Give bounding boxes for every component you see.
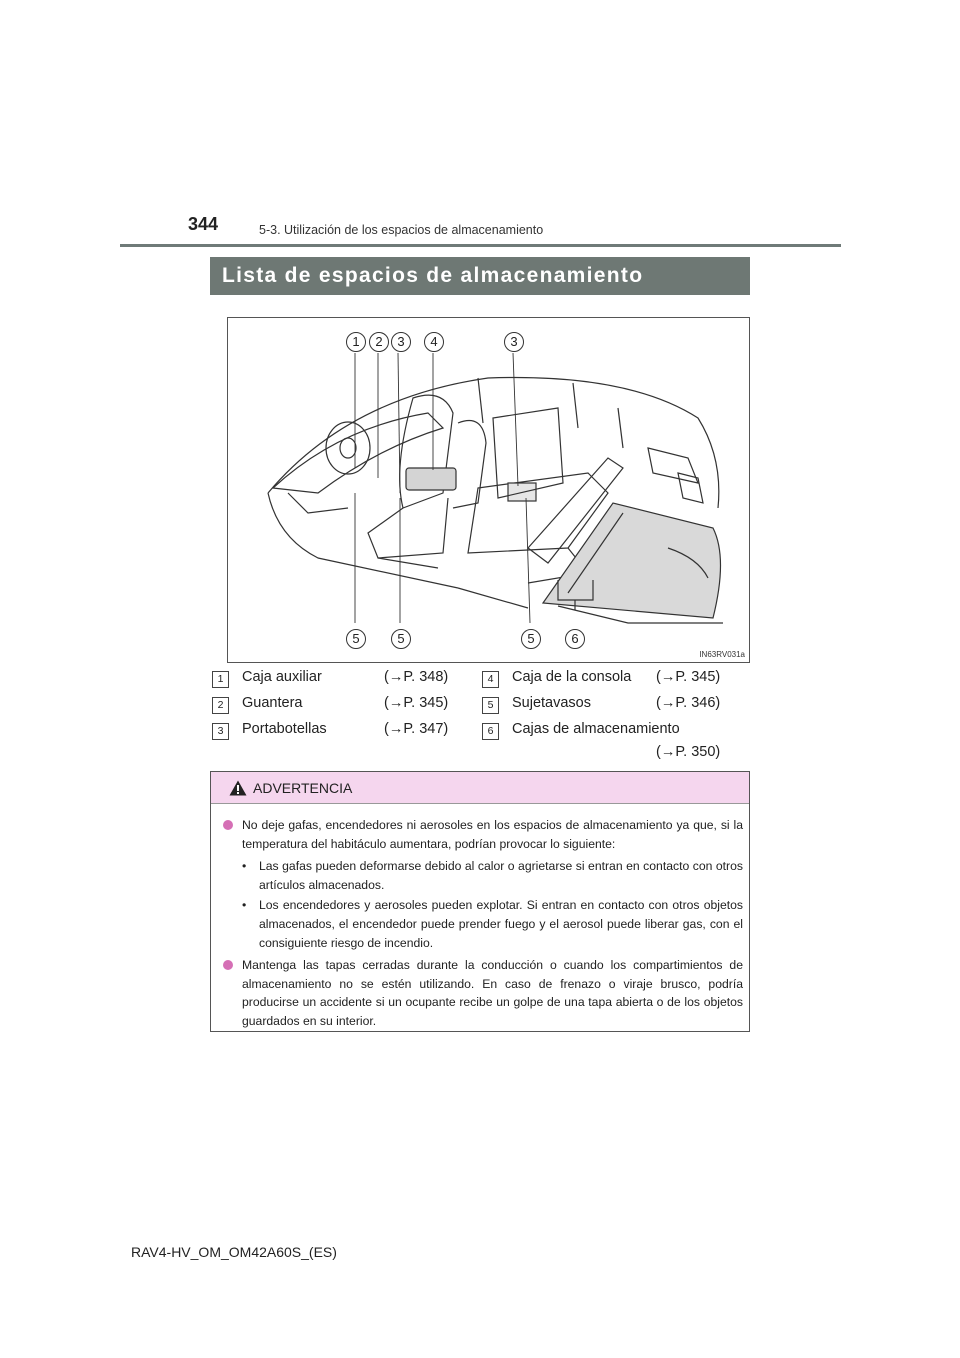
sub-bullet-mark: • [242, 859, 247, 874]
page-title: Lista de espacios de almacenamiento [210, 257, 750, 295]
header-rule [120, 244, 841, 247]
interior-illustration [227, 317, 750, 663]
callout-top-1: 1 [346, 332, 366, 352]
car-interior-drawing [228, 318, 750, 663]
legend-page-ref: (→P. 347) [384, 721, 449, 737]
warning-sub-item [223, 857, 743, 894]
legend-page-ref: (→P. 348) [384, 669, 449, 685]
legend-label: Sujetavasos [512, 695, 591, 711]
legend-page-ref: (→P. 350) [656, 744, 721, 760]
sub-bullet-mark: • [242, 898, 247, 913]
figure-code: IN63RV031a [699, 650, 745, 659]
legend-number: 4 [482, 671, 499, 688]
legend-number: 2 [212, 697, 229, 714]
callout-bottom-6: 6 [565, 629, 585, 649]
warning-body [223, 816, 743, 1035]
warning-sub-text: Las gafas pueden deformarse debido al calor o agrietarse si entran en contacto con otros artículos almacenados. [259, 859, 743, 892]
legend-number: 5 [482, 697, 499, 714]
section-header: 5-3. Utilización de los espacios de almacenamiento [259, 223, 544, 237]
callout-bottom-5c: 5 [521, 629, 541, 649]
warning-sub-text: Los encendedores y aerosoles pueden explotar. Si entran en contacto con otros objetos almacenados, el encendedor puede prender fuego y el aerosol puede liberar gas, con el consiguiente riesgo de incendio. [259, 898, 743, 950]
warning-box [210, 771, 750, 1032]
callout-top-4: 4 [424, 332, 444, 352]
legend-page-ref: (→P. 345) [384, 695, 449, 711]
warning-bullet [223, 956, 743, 1030]
callout-bottom-5a: 5 [346, 629, 366, 649]
footer-doc-code: RAV4-HV_OM_OM42A60S_(ES) [131, 1244, 337, 1260]
legend-label: Caja auxiliar [242, 669, 322, 685]
callout-bottom-5b: 5 [391, 629, 411, 649]
legend-number: 3 [212, 723, 229, 740]
legend-number: 1 [212, 671, 229, 688]
page-number: 344 [188, 214, 219, 234]
warning-text: Mantenga las tapas cerradas durante la conducción o cuando los compartimientos de almacenamiento no se estén utilizando. En caso de frenazo o viraje brusco, podría producirse un accidente si un ocupante recibe un golpe de una tapa abierta o de los objetos guardados en su interior. [242, 958, 743, 1028]
warning-bullet [223, 816, 743, 853]
legend-page-ref: (→P. 346) [656, 695, 721, 711]
callout-top-2: 2 [369, 332, 389, 352]
legend-label: Cajas de almacenamiento [512, 721, 680, 737]
bullet-dot-icon [223, 960, 233, 970]
bullet-dot-icon [223, 820, 233, 830]
legend-number: 6 [482, 723, 499, 740]
legend-label: Portabotellas [242, 721, 327, 737]
legend-page-ref: (→P. 345) [656, 669, 721, 685]
callout-top-3b: 3 [504, 332, 524, 352]
warning-title: ADVERTENCIA [253, 780, 353, 796]
warning-header [211, 772, 749, 804]
legend-label: Guantera [242, 695, 303, 711]
warning-triangle-icon [229, 780, 247, 796]
warning-sub-item [223, 896, 743, 952]
callout-top-3: 3 [391, 332, 411, 352]
legend-label: Caja de la consola [512, 669, 632, 685]
warning-text: No deje gafas, encendedores ni aerosoles en los espacios de almacenamiento ya que, si la temperatura del habitáculo aumentara, podrían provocar lo siguiente: [242, 818, 743, 851]
